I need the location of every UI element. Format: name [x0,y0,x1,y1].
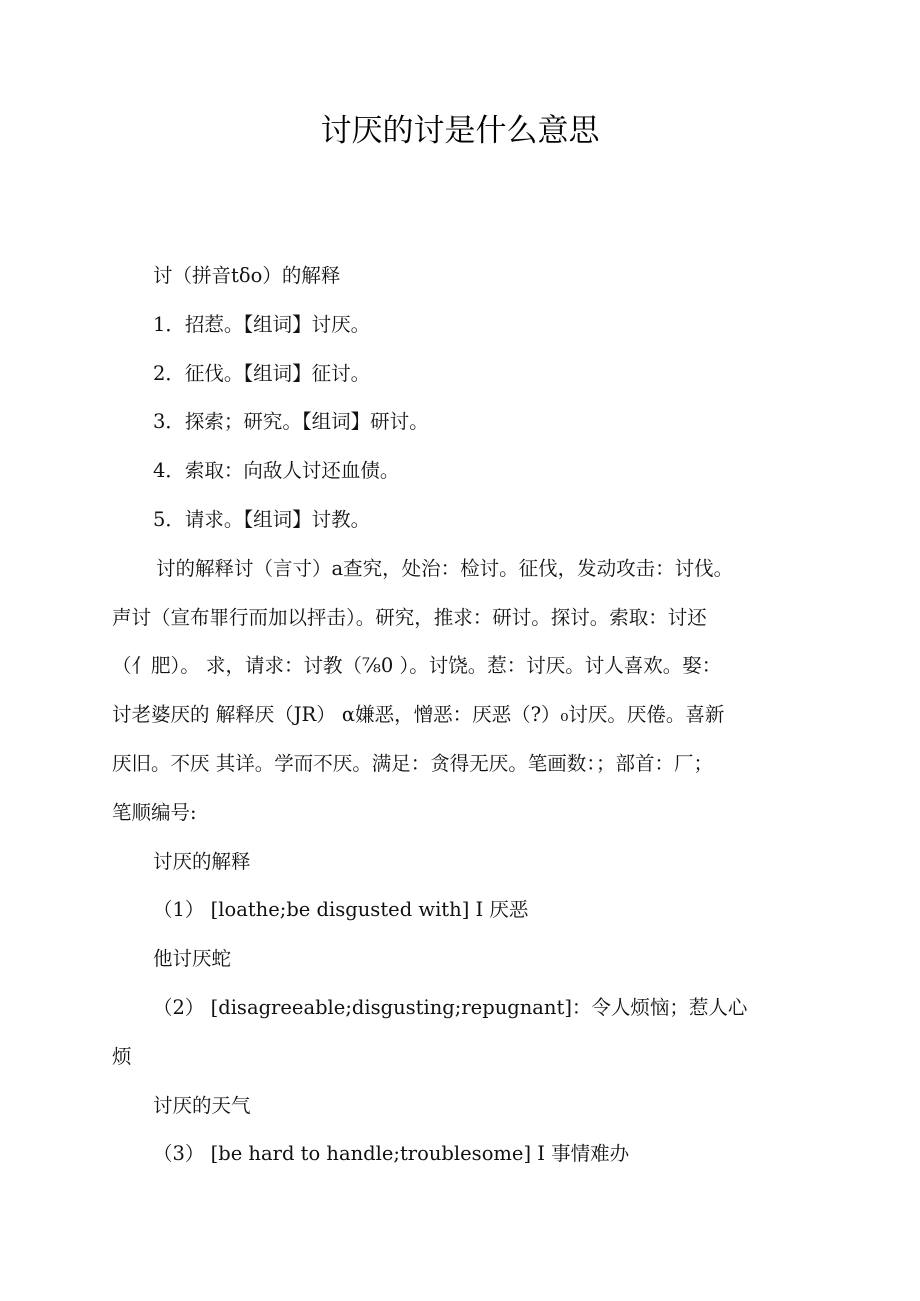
sense-3: （3） [be hard to handle;troublesome] I 事情难办 [153,1142,630,1166]
paragraph-line: 笔顺编号: [112,800,197,824]
sense-1: （1） [loathe;be disgusted with] I 厌恶 [153,898,529,922]
definition-item-2: 2．征伐。【组词】征讨。 [153,361,371,385]
document-title: 讨厌的讨是什么意思 [320,113,600,149]
paragraph-line: 讨老婆厌的 解释厌（JR） α嫌恶，憎恶：厌恶（?）₀讨厌。厌倦。喜新 [112,703,725,727]
example-2: 讨厌的天气 [153,1093,251,1117]
definition-item-4: 4．索取：向敌人讨还血债。 [153,459,400,483]
example-1: 他讨厌蛇 [153,947,232,971]
definition-item-5: 5．请求。【组词】讨教。 [153,507,371,531]
sense-2-continuation: 烦 [112,1044,132,1068]
paragraph-line: （亻肥）。 求，请求：讨教（⅞0 ）。讨饶。惹：讨厌。讨人喜欢。娶： [112,654,722,678]
definition-item-1: 1．招惹。【组词】讨厌。 [153,312,371,336]
section-heading: 讨厌的解释 [153,849,251,873]
paragraph-line: 声讨（宣布罪行而加以抨击）。研究，推求：研讨。探讨。索取：讨还 [112,605,707,629]
paragraph-line: 讨的解释讨（言寸）a查究，处治：检讨。征伐，发动攻击：讨伐。 [156,556,734,580]
definition-item-3: 3．探索；研究。【组词】研讨。 [153,410,429,434]
definition-heading: 讨（拼音tδo）的解释 [153,264,341,287]
document-body [112,252,802,1179]
sense-2: （2） [disagreeable;disgusting;repugnant]：令人烦恼；惹人心 [153,995,748,1019]
paragraph-line: 厌旧。不厌 其详。学而不厌。满足：贪得无厌。笔画数：；部首：厂； [112,751,713,775]
